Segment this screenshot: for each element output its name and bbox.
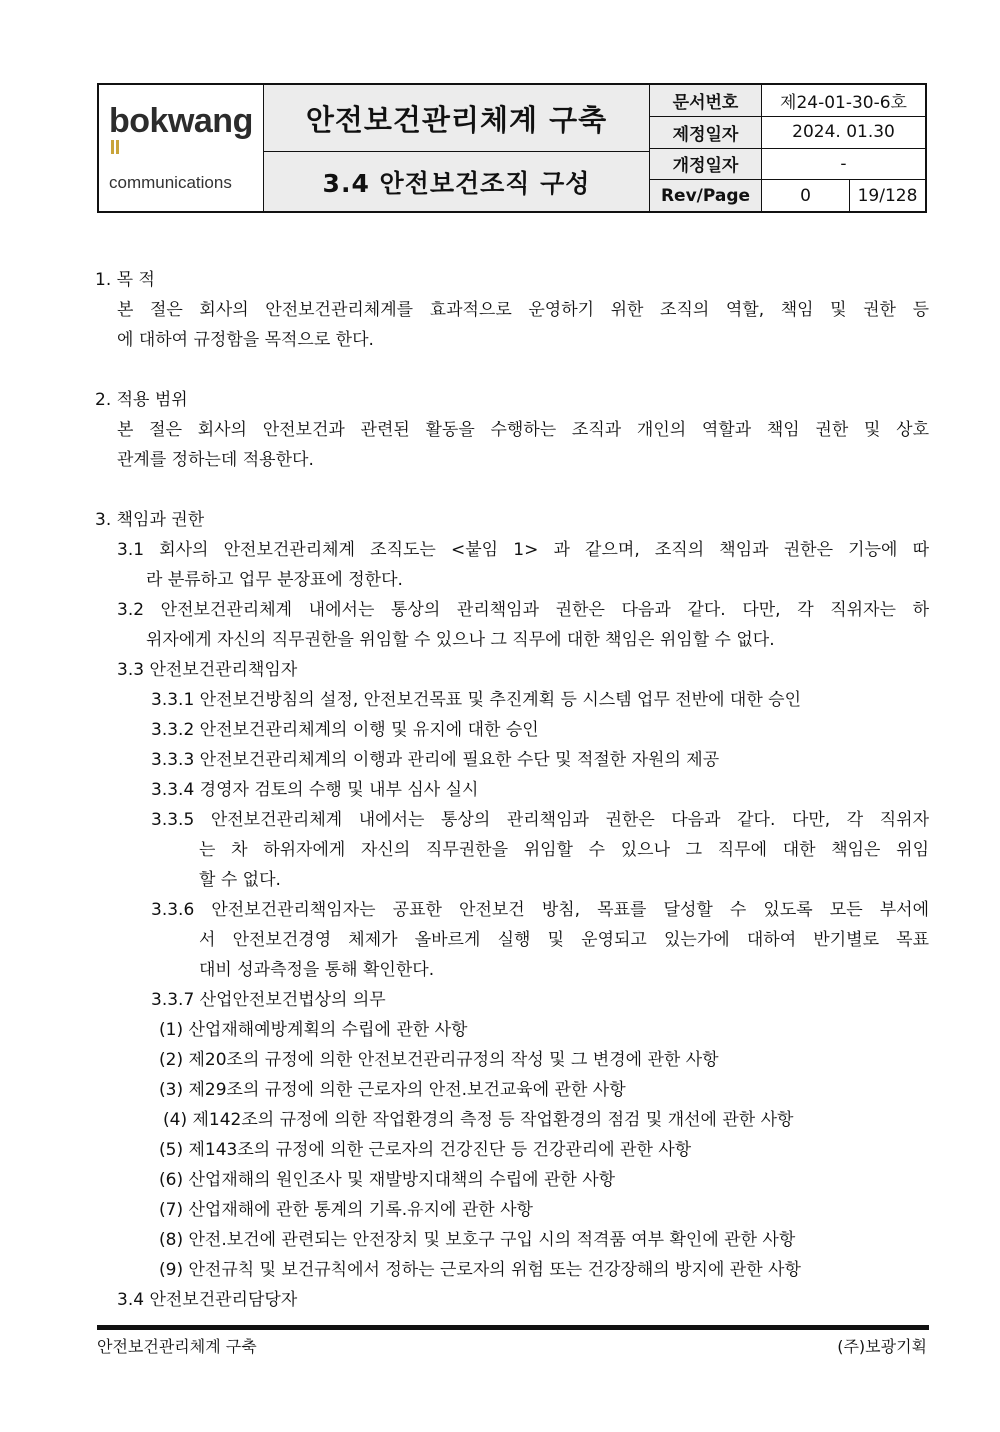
duty-item: (7) 산업재해에 관한 통계의 기록.유지에 관한 사항 <box>159 1200 533 1220</box>
section-1-text-line: 에 대하여 규정함을 목적으로 한다. <box>117 330 374 350</box>
meta-row-revised <box>650 149 925 181</box>
clause-3-1-line: 라 분류하고 업무 분장표에 정한다. <box>146 570 403 590</box>
clause-3-3-5-line: 할 수 없다. <box>199 870 281 890</box>
clause-3-3-6-line: 3.3.6 안전보건관리책임자는 공표한 안전보건 방침, 목표를 달성할 수 있도록 모든 부서에 <box>151 900 929 920</box>
footer-company: (주)보광기획 <box>837 1337 927 1356</box>
duty-item: (8) 안전.보건에 관련되는 안전장치 및 보호구 구입 시의 적격품 여부 확인에 관한 사항 <box>159 1230 796 1250</box>
logo-sub: communications <box>109 172 232 192</box>
meta-value: 2024. 01.30 <box>792 122 895 143</box>
meta-row-enacted <box>650 117 925 149</box>
section-2-title: 2. 적용 범위 <box>95 390 188 410</box>
logo-brand: bokwang <box>109 101 253 140</box>
meta-row-doc-no <box>650 85 925 117</box>
meta-label: 개정일자 <box>650 149 762 180</box>
section-2-text-line: 본 절은 회사의 안전보건과 관련된 활동을 수행하는 조직과 개인의 역할과 책임 권한 및 상호 <box>117 420 929 440</box>
clause-3-3-3: 3.3.3 안전보건관리체계의 이행과 관리에 필요한 수단 및 적절한 자원의 제공 <box>151 750 720 770</box>
duty-item: (4) 제142조의 규정에 의한 작업환경의 측정 등 작업환경의 점검 및 개선에 관한 사항 <box>163 1110 794 1130</box>
clause-3-3-4: 3.3.4 경영자 검토의 수행 및 내부 심사 실시 <box>151 780 479 800</box>
duty-item: (5) 제143조의 규정에 의한 근로자의 건강진단 등 건강관리에 관한 사항 <box>159 1140 692 1160</box>
clause-3-3-2: 3.3.2 안전보건관리체계의 이행 및 유지에 대한 승인 <box>151 720 539 740</box>
doc-meta-table <box>650 85 925 211</box>
duty-item: (9) 안전규칙 및 보건규칙에서 정하는 근로자의 위험 또는 건강장해의 방지에 관한 사항 <box>159 1260 801 1280</box>
clause-3-3-title: 3.3 안전보건관리책임자 <box>117 660 298 680</box>
clause-3-3-1: 3.3.1 안전보건방침의 설정, 안전보건목표 및 추진계획 등 시스템 업무 전반에 대한 승인 <box>151 690 802 710</box>
doc-title: 안전보건관리체계 구축 <box>264 85 649 152</box>
section-1-title: 1. 목 적 <box>95 270 155 290</box>
duty-item: (6) 산업재해의 원인조사 및 재발방지대책의 수립에 관한 사항 <box>159 1170 616 1190</box>
meta-row-rev-page <box>650 180 925 211</box>
meta-value: 제24-01-30-6호 <box>780 92 907 113</box>
duty-item: (1) 산업재해예방계획의 수립에 관한 사항 <box>159 1020 468 1040</box>
meta-label: Rev/Page <box>650 180 762 211</box>
meta-value: - <box>840 153 847 174</box>
document-header <box>97 83 927 213</box>
clause-3-4-title: 3.4 안전보건관리담당자 <box>117 1290 298 1310</box>
logo-bars-icon <box>111 126 121 160</box>
footer-doc-title: 안전보건관리체계 구축 <box>97 1337 257 1356</box>
clause-3-2-line: 3.2 안전보건관리체계 내에서는 통상의 관리책임과 권한은 다음과 같다. 다만, 각 직위자는 하 <box>117 600 929 620</box>
section-1-text-line: 본 절은 회사의 안전보건관리체계를 효과적으로 운영하기 위한 조직의 역할, 책임 및 권한 등 <box>117 300 929 320</box>
clause-3-3-5-line: 3.3.5 안전보건관리체계 내에서는 통상의 관리책임과 권한은 다음과 같다. 다만, 각 직위자 <box>151 810 929 830</box>
clause-3-3-5-line: 는 차 하위자에게 자신의 직무권한을 위임할 수 있으나 그 직무에 대한 책임은 위임 <box>199 840 929 860</box>
meta-rev: 0 <box>762 180 850 211</box>
document-body <box>95 265 929 1315</box>
section-2-text-line: 관계를 정하는데 적용한다. <box>117 450 314 470</box>
section-title: 3.4 안전보건조직 구성 <box>264 152 649 211</box>
section-3-title: 3. 책임과 권한 <box>95 510 205 530</box>
meta-label: 문서번호 <box>650 85 762 116</box>
clause-3-1-line: 3.1 회사의 안전보건관리체계 조직도는 <붙임 1> 과 같으며, 조직의 책임과 권한은 기능에 따 <box>117 540 929 560</box>
company-logo <box>99 85 264 211</box>
meta-label: 제정일자 <box>650 117 762 148</box>
meta-page: 19/128 <box>857 185 918 206</box>
clause-3-3-6-line: 서 안전보건경영 체제가 올바르게 실행 및 운영되고 있는가에 대하여 반기별로 목표 <box>199 930 929 950</box>
clause-3-3-6-line: 대비 성과측정을 통해 확인한다. <box>199 960 435 980</box>
footer-rule <box>97 1325 929 1330</box>
clause-3-3-7-title: 3.3.7 산업안전보건법상의 의무 <box>151 990 386 1010</box>
duty-item: (3) 제29조의 규정에 의한 근로자의 안전.보건교육에 관한 사항 <box>159 1080 626 1100</box>
title-cell <box>264 85 650 211</box>
clause-3-2-line: 위자에게 자신의 직무권한을 위임할 수 있으나 그 직무에 대한 책임은 위임할 수 없다. <box>146 630 775 650</box>
duty-item: (2) 제20조의 규정에 의한 안전보건관리규정의 작성 및 그 변경에 관한 사항 <box>159 1050 719 1070</box>
